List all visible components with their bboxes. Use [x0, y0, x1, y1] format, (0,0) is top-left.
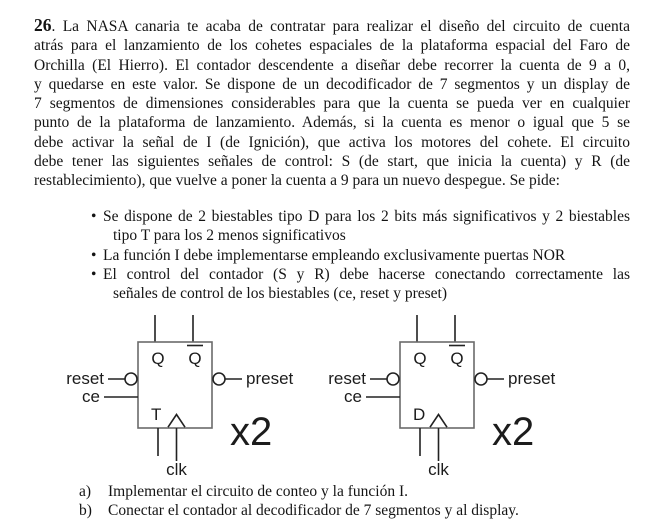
- preset-bubble-icon: [475, 373, 487, 385]
- q-label: Q: [151, 349, 165, 368]
- list-item: [79, 501, 630, 520]
- list-item: [91, 246, 630, 265]
- subtask-label: b): [79, 502, 92, 520]
- list-item: [91, 207, 630, 246]
- bullet-text: [103, 246, 630, 265]
- problem-statement: [34, 16, 630, 191]
- d-flipflop-diagram: [292, 298, 602, 478]
- subtask-text: Conectar el contador al decodificador de 7 segmentos y al display.: [108, 502, 519, 520]
- paragraph-line: debe activar la señal de I (de Ignición), que activa los motores del cohete. El circuito: [34, 133, 630, 151]
- list-item: [79, 482, 630, 501]
- reset-label: reset: [66, 369, 104, 388]
- qbar-label: Q: [188, 349, 202, 368]
- bullet-icon: •: [91, 246, 97, 264]
- paragraph-line: y quedarse en este valor. Se dispone de un decodificador de 7 segmentos y un display de: [34, 75, 630, 93]
- reset-bubble-icon: [387, 373, 399, 385]
- flipflop-type-label: D: [413, 405, 426, 424]
- paragraph-line: atrás para el lanzamiento de los cohetes espaciales de la plataforma espacial del Faro de: [34, 37, 630, 55]
- bullet-icon: •: [91, 208, 97, 225]
- paragraph-line: 7 segmentos de dimensiones considerables para que la cuenta se pueda ver en cualquier: [34, 95, 630, 113]
- preset-label: preset: [508, 369, 556, 388]
- paragraph-line: restablecimiento), que vuelve a poner la cuenta a 9 para un nuevo despegue. Se pide:: [34, 172, 560, 190]
- preset-label: preset: [246, 369, 294, 388]
- qbar-label: Q: [450, 349, 464, 368]
- bullet-line: señales de control de los biestables (ce, reset y preset): [113, 285, 447, 303]
- reset-label: reset: [328, 369, 366, 388]
- subtask-label: a): [79, 483, 92, 500]
- clk-label: clk: [428, 460, 449, 478]
- paragraph-line: debe tener las siguientes señales de control: S (de start, que inicia la cuenta) y R (de: [34, 153, 630, 171]
- q-label: Q: [413, 349, 427, 368]
- bullet-line: La función I debe implementarse empleando exclusivamente puertas NOR: [103, 246, 566, 264]
- paragraph-line: Orchilla (El Hierro). El contador descendente a diseñar debe recorrer la cuenta de 9 a 0,: [34, 56, 630, 74]
- multiplier-label: x2: [230, 410, 273, 454]
- paragraph-text: . La NASA canaria te acaba de contratar para realizar el diseño del circuito de cuenta: [51, 18, 630, 35]
- flipflop-type-label: T: [151, 405, 162, 424]
- bullet-line: Se dispone de 2 biestables tipo D para los 2 bits más significativos y 2 biestables: [103, 208, 630, 225]
- subtask-text: Implementar el circuito de conteo y la función I.: [108, 483, 408, 500]
- clk-label: clk: [166, 460, 187, 478]
- preset-bubble-icon: [213, 373, 225, 385]
- ce-label: ce: [82, 387, 100, 406]
- requirements-list: [91, 207, 630, 303]
- reset-bubble-icon: [125, 373, 137, 385]
- bullet-icon: •: [91, 265, 97, 283]
- multiplier-label: x2: [492, 410, 535, 454]
- bullet-line: tipo T para los 2 menos significativos: [113, 227, 346, 245]
- bullet-text: [103, 207, 630, 246]
- paragraph-line: punto de la plataforma de lanzamiento. Además, si la cuenta es menor o igual que 5 se: [34, 114, 630, 132]
- bullet-line: El control del contador (S y R) debe hacerse conectando correctamente las: [103, 265, 630, 283]
- ce-label: ce: [344, 387, 362, 406]
- subtask-list: [79, 482, 630, 521]
- problem-number: 26: [34, 15, 52, 35]
- paragraph-line: [34, 16, 630, 36]
